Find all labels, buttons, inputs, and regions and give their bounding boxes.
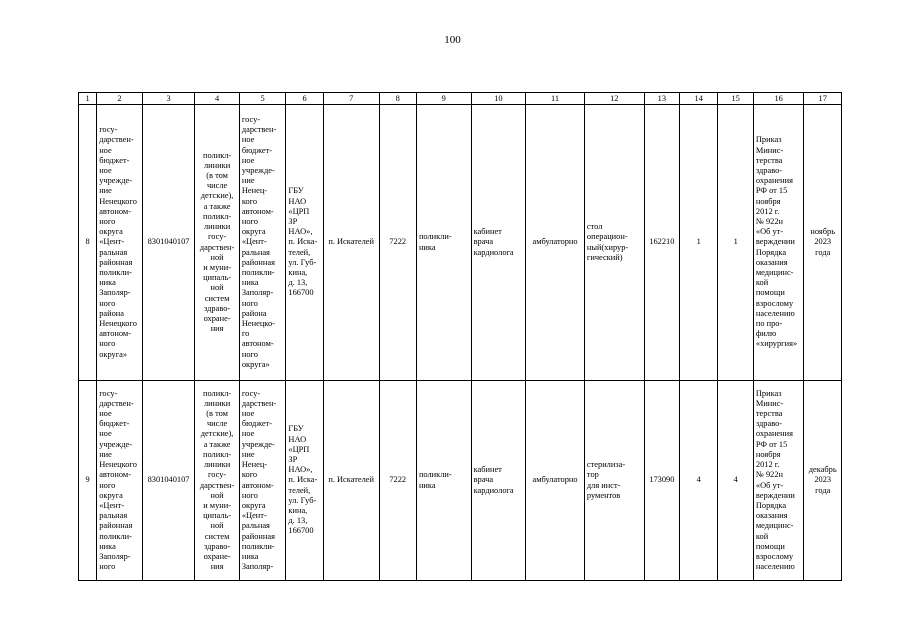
institution-name: госу- дарствен- ное бюджет- ное учрежде- ние Ненецкого автоном- ного округа «Цент- ральная районная поликли- ника Заполяр- ного района Ненецкого автоном- ного округа» [97,105,143,381]
quantity-planned: 4 [718,381,753,581]
column-header-row [79,93,842,105]
code: 7222 [379,105,416,381]
inn: 8301040107 [142,105,195,381]
locality: п. Искателей [323,381,379,581]
col-header: 12 [584,93,644,105]
col-header: 13 [644,93,679,105]
col-header: 9 [416,93,471,105]
code: 7222 [379,381,416,581]
col-header: 10 [471,93,526,105]
department: кабинет врача кардиолога [471,105,526,381]
row-number: 8 [79,105,97,381]
table-row [79,381,842,581]
quantity-required: 1 [680,105,718,381]
page-number: 100 [444,34,461,46]
equipment-name: стерилиза- тор для инст- рументов [584,381,644,581]
col-header: 17 [804,93,842,105]
locality: п. Искателей [323,105,379,381]
col-header: 8 [379,93,416,105]
col-header: 4 [195,93,240,105]
care-conditions: амбулаторно [526,105,585,381]
delivery-date: ноябрь 2023 года [804,105,842,381]
legal-entity: госу- дарствен- ное бюджет- ное учрежде- ние Ненец- кого автоном- ного округа «Цент- ральная районная поликли- ника Заполяр- ного района Ненецко- го автоном- ного округа» [239,105,286,381]
division: поликли- ника [416,105,471,381]
register-table [78,92,842,581]
table-row [79,105,842,381]
inn: 8301040107 [142,381,195,581]
care-conditions: амбулаторно [526,381,585,581]
col-header: 5 [239,93,286,105]
quantity-planned: 1 [718,105,753,381]
col-header: 6 [286,93,323,105]
col-header: 14 [680,93,718,105]
col-header: 16 [753,93,804,105]
address: ГБУ НАО «ЦРП ЗР НАО», п. Иска- телей, ул. Губ- кина, д. 13, 166700 [286,381,323,581]
quantity-required: 4 [680,381,718,581]
equipment-code: 173090 [644,381,679,581]
col-header: 3 [142,93,195,105]
division: поликли- ника [416,381,471,581]
legal-entity: госу- дарствен- ное бюджет- ное учрежде- ние Ненец- кого автоном- ного округа «Цент- ральная районная поликли- ника Заполяр- [239,381,286,581]
regulation: Приказ Минис- терства здраво- охранения РФ от 15 ноября 2012 г. № 922н «Об ут- верждении Порядка оказания медицинс- кой помощи взрослому населению по про- филю «хирургия» [753,105,804,381]
department: кабинет врача кардиолога [471,381,526,581]
institution-name: госу- дарствен- ное бюджет- ное учрежде- ние Ненецкого автоном- ного округа «Цент- ральная районная поликли- ника Заполяр- ного [97,381,143,581]
equipment-name: стол операцион- ный(хирур- гический) [584,105,644,381]
delivery-date: декабрь 2023 года [804,381,842,581]
col-header: 15 [718,93,753,105]
col-header: 1 [79,93,97,105]
col-header: 11 [526,93,585,105]
regulation: Приказ Минис- терства здраво- охранения РФ от 15 ноября 2012 г. № 922н «Об ут- верждении Порядка оказания медицинс- кой помощи взрослому населению [753,381,804,581]
equipment-code: 162210 [644,105,679,381]
row-number: 9 [79,381,97,581]
col-header: 2 [97,93,143,105]
address: ГБУ НАО «ЦРП ЗР НАО», п. Иска- телей, ул. Губ- кина, д. 13, 166700 [286,105,323,381]
facility-type: поликл- линики (в том числе детские), а также поликл- линики госу- дарствен- ной и муни- ципаль- ной систем здраво- охране- ния [195,381,240,581]
col-header: 7 [323,93,379,105]
facility-type: поликл- линики (в том числе детские), а также поликл- линики госу- дарствен- ной и муни- ципаль- ной систем здраво- охране- ния [195,105,240,381]
